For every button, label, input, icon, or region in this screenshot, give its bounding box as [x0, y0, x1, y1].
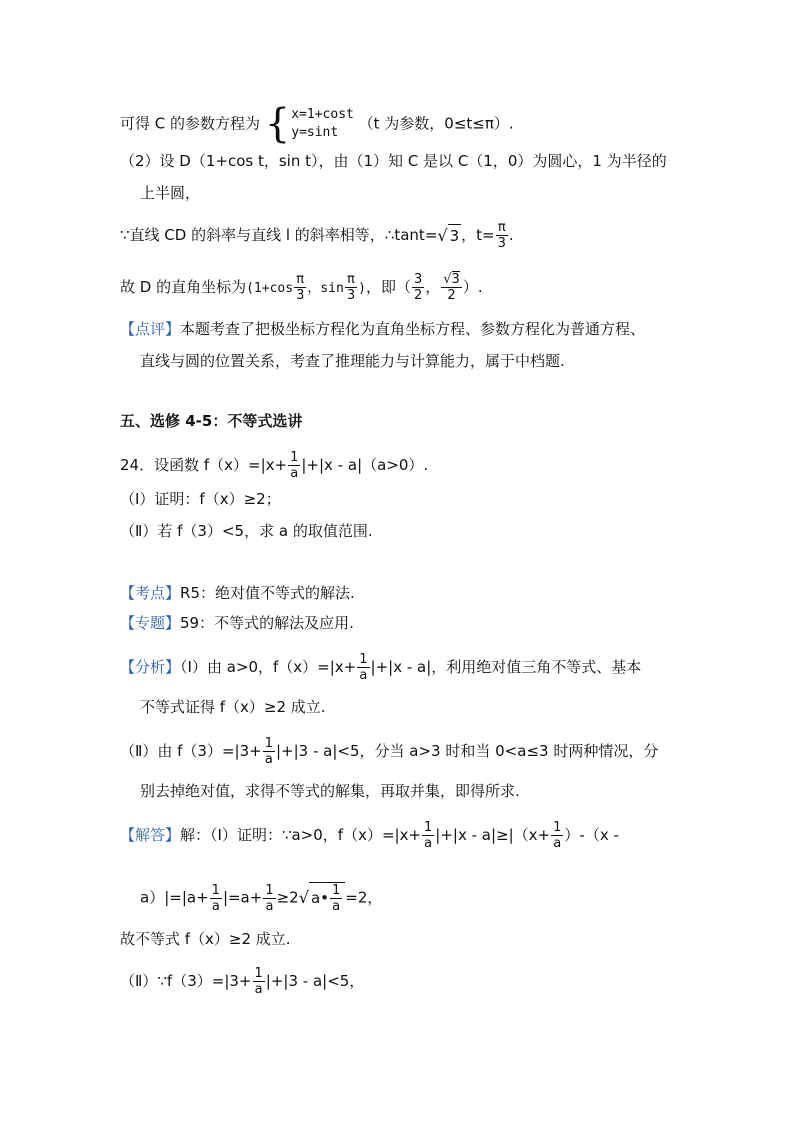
question-24-part1: （Ⅰ）证明：f（x）≥2； [120, 490, 281, 508]
zhuanti-tag: 【专题】 [120, 614, 181, 632]
jieda-line1: 【解答】解：（Ⅰ）证明：∵a>0，f（x）=|x+ $\frac{1}{a}$ |+|x - a|≥|（x+ $\frac{1}{a}$ ）-（x - [120, 820, 619, 851]
kaodian-line [120, 582, 355, 604]
fraction-3-over-2: $\frac{3}{2}$ [413, 272, 423, 303]
system-row-1: x=1+cost [291, 107, 354, 122]
zhuanti-line [120, 612, 354, 634]
fraction-pi-over-3: $\frac{\pi}{3}$ [497, 220, 506, 251]
slope-text: ∵直线 CD 的斜率与直线 l 的斜率相等，∴tant= [120, 226, 438, 244]
part2-line1: （2）设 D（1+cos t，sin t），由（1）知 C 是以 C（1，0）为圆心，1 为半径的 [120, 152, 667, 170]
system-row-2: y=sint [291, 125, 339, 140]
fraction-1-over-a: $\frac{1}{a}$ [553, 820, 562, 851]
fraction-1-over-a: $\frac{1}{a}$ [264, 736, 273, 767]
fraction-1-over-a: $\frac{1}{a}$ [254, 966, 263, 997]
fenxi-tag: 【分析】 [120, 658, 181, 676]
fraction-pi-over-3: $\frac{\pi}{3}$ [296, 272, 305, 303]
fraction-sqrt3-over-2: $\frac{√3}{2}$ [443, 272, 460, 303]
sqrt-3: √ 3 [437, 226, 460, 245]
slope-line: ∵直线 CD 的斜率与直线 l 的斜率相等，∴tant=√ 3 ，t= $\frac{\pi}{3}$ . [120, 220, 514, 251]
fenxi-line4: 别去掉绝对值，求得不等式的解集，再取并集，即得所求. [140, 782, 520, 800]
point-d-line: 故 D 的直角坐标为(1+cos $\frac{\pi}{3}$ ，sin $\frac{\pi}{3}$ )，即（ $\frac{3}{2}$ ， $\frac{√3}{2}$ ）. [120, 272, 483, 303]
review-line2: 直线与圆的位置关系，考查了推理能力与计算能力，属于中档题. [140, 352, 565, 370]
part2-line2: 上半圆， [140, 184, 201, 202]
sqrt-a-times-1-over-a: √ a• $\frac{1}{a}$ [299, 882, 346, 914]
fraction-1-over-a: $\frac{1}{a}$ [211, 882, 220, 914]
fraction-1-over-a: $\frac{1}{a}$ [359, 652, 368, 683]
question-24: 24．设函数 f（x）=|x+ $\frac{1}{a}$ |+|x - a|（a>0）. [120, 450, 429, 481]
review-line1 [120, 318, 645, 340]
param-equation-suffix: （t 为参数，0≤t≤π）. [358, 114, 514, 133]
question-24-part2: （Ⅱ）若 f（3）<5，求 a 的取值范围. [120, 522, 373, 540]
jieda-tag: 【解答】 [120, 826, 181, 844]
point-d-text: 故 D 的直角坐标为 [120, 278, 247, 296]
zhuanti-text: 59：不等式的解法及应用. [180, 614, 354, 632]
review-tag: 【点评】 [120, 320, 181, 338]
left-brace-glyph: { [264, 101, 291, 147]
fraction-1-over-a: $\frac{1}{a}$ [424, 820, 433, 851]
jieda-line2: a）|=|a+ $\frac{1}{a}$ |=a+ $\frac{1}{a}$ ≥2√ a• $\frac{1}{a}$ =2， [140, 882, 383, 914]
review-text: 本题考查了把极坐标方程化为直角坐标方程、参数方程化为普通方程、 [180, 320, 646, 338]
fraction-pi-over-3: $\frac{\pi}{3}$ [346, 272, 356, 303]
param-equation-line [120, 101, 514, 147]
fraction-1-over-a: $\frac{1}{a}$ [265, 882, 274, 914]
jieda-line4: （Ⅱ）∵f（3）=|3+ $\frac{1}{a}$ |+|3 - a|<5， [120, 966, 365, 997]
kaodian-tag: 【考点】 [120, 584, 181, 602]
t-equals: ，t= [461, 226, 495, 244]
param-equation-prefix: 可得 C 的参数方程为 [120, 114, 261, 133]
fenxi-line2: 不等式证得 f（x）≥2 成立. [140, 698, 326, 716]
fenxi-line1: 【分析】（Ⅰ）由 a>0，f（x）=|x+ $\frac{1}{a}$ |+|x - a|，利用绝对值三角不等式、基本 [120, 652, 642, 683]
kaodian-text: R5：绝对值不等式的解法. [180, 584, 355, 602]
equation-system [264, 101, 354, 147]
section-heading: 五、选修 4-5：不等式选讲 [120, 412, 303, 430]
fraction-1-over-a: $\frac{1}{a}$ [290, 450, 299, 481]
fenxi-line3: （Ⅱ）由 f（3）=|3+ $\frac{1}{a}$ |+|3 - a|<5，分当 a>3 时和当 0<a≤3 时两种情况，分 [120, 736, 659, 767]
jieda-line3: 故不等式 f（x）≥2 成立. [120, 930, 291, 948]
